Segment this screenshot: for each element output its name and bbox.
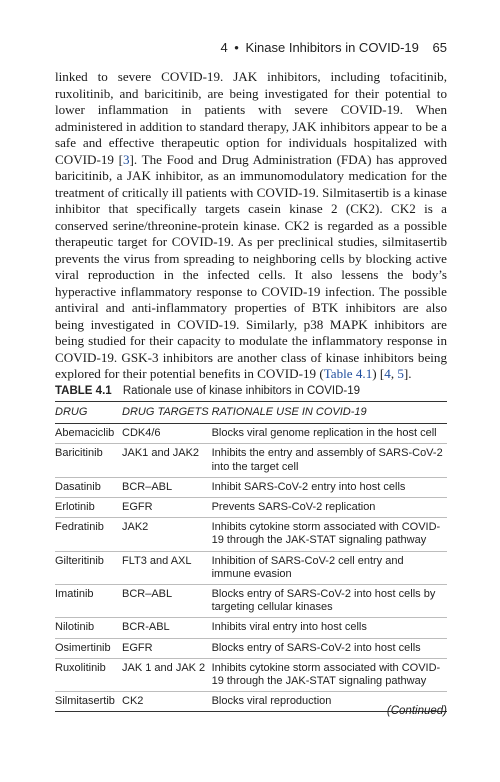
column-header-rationale: RATIONALE USE IN COVID-19 — [212, 402, 447, 424]
drug-cell: Ruxolitinib — [55, 658, 122, 691]
citation-separator: , — [390, 366, 398, 381]
target-cell: CK2 — [122, 692, 212, 712]
rationale-cell: Inhibition of SARS-CoV-2 cell entry and immune evasion — [212, 551, 447, 584]
table-caption-text: Rationale use of kinase inhibitors in COVID-19 — [122, 385, 361, 397]
citation-link-4[interactable]: 4 — [384, 366, 391, 381]
drug-cell: Gilteritinib — [55, 551, 122, 584]
bullet-separator: • — [234, 40, 239, 55]
rationale-cell: Blocks viral genome replication in the host cell — [212, 424, 447, 444]
kinase-inhibitors-table — [55, 401, 447, 712]
table-row — [55, 638, 447, 658]
table-row — [55, 444, 447, 477]
rationale-cell: Prevents SARS-CoV-2 replication — [212, 498, 447, 518]
column-header-drug-targets: DRUG TARGETS — [122, 402, 212, 424]
rationale-cell: Inhibits the entry and assembly of SARS-CoV-2 into the target cell — [212, 444, 447, 477]
drug-cell: Nilotinib — [55, 618, 122, 638]
drug-cell: Erlotinib — [55, 498, 122, 518]
rationale-cell: Inhibit SARS-CoV-2 entry into host cells — [212, 477, 447, 497]
table-row — [55, 658, 447, 691]
paragraph-text: ]. The Food and Drug Administration (FDA) has approved baricitinib, a JAK inhibitor, as an immunomodulatory medication for the treatment of critically ill patients with COVID-19. Silmitasertib is a kinase inhibitor that specifically targets casein kinase 2 (CK2). CK2 is a conserved serine/threonine-protein kinase. CK2 is regarded as a possible therapeutic target for COVID-19. As per preclinical studies, silmitasertib prevents the virus from spreading to neighboring cells by blocking active viral reproduction in the infected cells. It also lessens the body’s hyperactive inflammatory response to COVID-19 infection. The possible antiviral and anti-inflammatory properties of BTK inhibitors are also being investigated in COVID-19. Similarly, p38 MAPK inhibitors are being studied for their capacity to modulate the inflammatory response in COVID-19. GSK-3 inhibitors are another class of kinase inhibitors being explored for their potential benefits in COVID-19 ( — [55, 151, 447, 381]
table-row — [55, 424, 447, 444]
drug-cell: Baricitinib — [55, 444, 122, 477]
rationale-cell: Inhibits viral entry into host cells — [212, 618, 447, 638]
target-cell: BCR-ABL — [122, 618, 212, 638]
paragraph-text: ) [ — [372, 366, 385, 381]
target-cell: BCR–ABL — [122, 477, 212, 497]
target-cell: JAK1 and JAK2 — [122, 444, 212, 477]
drug-cell: Abemaciclib — [55, 424, 122, 444]
rationale-cell: Blocks entry of SARS-CoV-2 into host cells by targeting cellular kinases — [212, 585, 447, 618]
drug-cell: Osimertinib — [55, 638, 122, 658]
table-body — [55, 424, 447, 712]
table-caption — [55, 385, 447, 397]
rationale-cell: Blocks entry of SARS-CoV-2 into host cells — [212, 638, 447, 658]
target-cell: CDK4/6 — [122, 424, 212, 444]
drug-cell: Fedratinib — [55, 518, 122, 551]
drug-cell: Silmitasertib — [55, 692, 122, 712]
table-row — [55, 518, 447, 551]
table-row — [55, 618, 447, 638]
body-paragraph — [55, 69, 447, 383]
table-row — [55, 551, 447, 584]
rationale-cell: Inhibits cytokine storm associated with COVID-19 through the JAK-STAT signaling pathway — [212, 658, 447, 691]
book-page — [55, 0, 447, 782]
table-label: TABLE 4.1 — [55, 385, 112, 397]
table-row — [55, 498, 447, 518]
citation-link-3[interactable]: 3 — [122, 151, 130, 167]
chapter-title: Kinase Inhibitors in COVID-19 — [245, 40, 419, 55]
paragraph-text: linked to severe COVID-19. JAK inhibitors, including tofacitinib, ruxolitinib, and baricitinib, are being investigated for their potential to lower inflammation in patients with severe COVID-19. When administered in addition to standard therapy, JAK inhibitors appear to be a safe and effective therapeutic option for individuals hospitalized with COVID-19 [ — [55, 69, 447, 167]
running-head — [220, 40, 447, 55]
chapter-number: 4 — [220, 40, 228, 55]
table-row — [55, 585, 447, 618]
continued-note: (Continued) — [386, 705, 447, 717]
target-cell: EGFR — [122, 638, 212, 658]
target-cell: EGFR — [122, 498, 212, 518]
citation-link-5[interactable]: 5 — [397, 366, 404, 381]
drug-cell: Imatinib — [55, 585, 122, 618]
table-row — [55, 477, 447, 497]
target-cell: JAK2 — [122, 518, 212, 551]
table-header — [55, 402, 447, 424]
page-number: 65 — [432, 40, 447, 55]
drug-cell: Dasatinib — [55, 477, 122, 497]
target-cell: FLT3 and AXL — [122, 551, 212, 584]
rationale-cell: Inhibits cytokine storm associated with COVID-19 through the JAK-STAT signaling pathway — [212, 518, 447, 551]
table-reference-link[interactable]: Table 4.1 — [323, 366, 373, 381]
target-cell: JAK 1 and JAK 2 — [122, 658, 212, 691]
column-header-drug: DRUG — [55, 402, 122, 424]
rationale-cell: Blocks viral reproduction — [212, 692, 447, 712]
target-cell: BCR–ABL — [122, 585, 212, 618]
paragraph-text: ]. — [403, 366, 412, 381]
header-row — [55, 402, 447, 424]
